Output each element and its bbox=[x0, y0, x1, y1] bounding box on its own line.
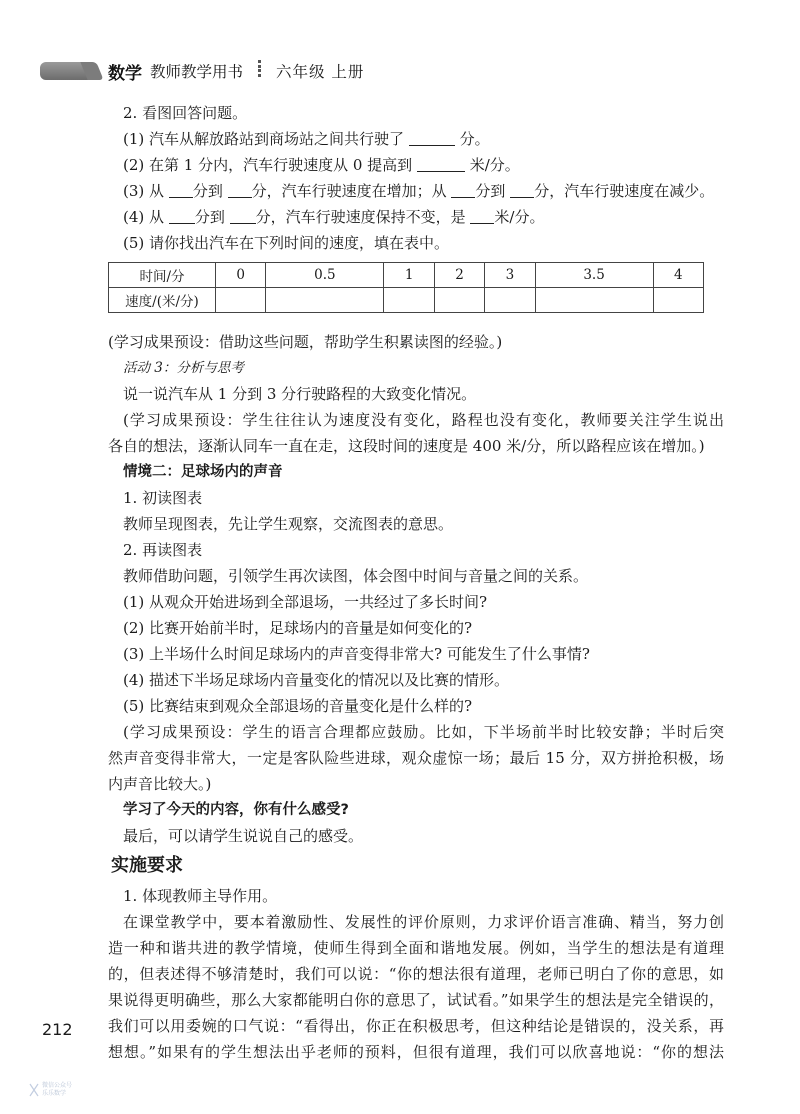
second-reading-text: 教师借助问题，引领学生再次读图，体会图中时间与音量之间的关系。 bbox=[123, 567, 589, 585]
question-4-text: 米/分。 bbox=[494, 208, 545, 226]
learning-preset-1: (学习成果预设：借助这些问题，帮助学生积累读图的经验。) bbox=[108, 333, 503, 351]
table-header-speed: 速度/(米/分) bbox=[109, 288, 216, 313]
sound-question-1: (1) 从观众开始进场到全部退场，一共经过了多长时间? bbox=[123, 593, 488, 611]
table-cell-time: 1 bbox=[384, 263, 434, 288]
sound-question-3: (3) 上半场什么时间足球场内的声音变得非常大? 可能发生了什么事情? bbox=[123, 645, 590, 663]
table-cell-time: 0.5 bbox=[266, 263, 384, 288]
discussion-prompt: 说一说汽车从 1 分到 3 分行驶路程的大致变化情况。 bbox=[123, 385, 477, 403]
question-1-unit: 分。 bbox=[459, 130, 490, 148]
answer-blank bbox=[510, 181, 534, 198]
first-reading-text: 教师呈现图表，先让学生观察，交流图表的意思。 bbox=[123, 515, 454, 533]
table-cell-speed-empty bbox=[535, 288, 653, 313]
table-cell-speed-empty bbox=[266, 288, 384, 313]
learning-preset-3-line-1: (学习成果预设：学生的语言合理都应鼓励。比如，下半场前半时比较安静；半时后突 bbox=[123, 723, 724, 741]
answer-blank bbox=[228, 181, 252, 198]
header-separator bbox=[258, 60, 261, 80]
table-row-speed bbox=[109, 288, 704, 313]
header-grade: 六年级 上册 bbox=[276, 63, 365, 81]
second-reading-heading: 2. 再读图表 bbox=[123, 541, 203, 559]
page-content bbox=[108, 100, 724, 1065]
question-4-text: (4) 从 bbox=[123, 208, 165, 226]
watermark-line-1: 微信公众号 bbox=[42, 1082, 73, 1089]
question-3-text: 分，汽车行驶速度在减少。 bbox=[534, 182, 715, 200]
sound-question-4: (4) 描述下半场足球场内音量变化的情况以及比赛的情形。 bbox=[123, 671, 510, 689]
answer-blank bbox=[451, 181, 475, 198]
table-cell-speed-empty bbox=[485, 288, 535, 313]
implementation-text-line-1: 在课堂教学中，要本着激励性、发展性的评价原则，力求评价语言准确、精当，努力创 bbox=[123, 913, 724, 931]
question-3-text: 分到 bbox=[475, 182, 506, 200]
answer-blank bbox=[169, 181, 193, 198]
answer-blank bbox=[169, 207, 195, 224]
table-row-time bbox=[109, 263, 704, 288]
activity-3-heading: 活动 3：分析与思考 bbox=[123, 360, 244, 376]
reflection-question: 学习了今天的内容，你有什么感受? bbox=[123, 802, 349, 818]
watermark-line-2: 乐乐数学 bbox=[42, 1090, 67, 1097]
implementation-text-line-2: 造一种和谐共进的教学情境，使师生得到全面和谐地发展。例如，当学生的想法是有道理 bbox=[108, 939, 724, 957]
implementation-text-line-5: 我们可以用委婉的口气说：“看得出，你正在积极思考，但这种结论是错误的，没关系，再 bbox=[108, 1017, 724, 1035]
learning-preset-3-line-3: 内声音比较大。) bbox=[108, 775, 212, 793]
implementation-text-line-6: 想想。”如果有的学生想法出乎老师的预料，但很有道理，我们可以欣喜地说：“你的想法 bbox=[108, 1043, 724, 1061]
scene-2-heading: 情境二：足球场内的声音 bbox=[123, 464, 283, 480]
answer-blank bbox=[417, 155, 465, 172]
header-subject: 数学 bbox=[108, 64, 142, 84]
question-4 bbox=[108, 204, 724, 230]
question-5: (5) 请你找出汽车在下列时间的速度，填在表中。 bbox=[123, 234, 450, 252]
implementation-point-1: 1. 体现教师主导作用。 bbox=[123, 887, 278, 905]
learning-preset-2-line-2: 各自的想法，逐渐认同车一直在走，这段时间的速度是 400 米/分，所以路程应该在增加。) bbox=[108, 437, 705, 455]
table-cell-speed-empty bbox=[384, 288, 434, 313]
table-cell-speed-empty bbox=[653, 288, 703, 313]
reflection-text: 最后，可以请学生说说自己的感受。 bbox=[123, 827, 364, 845]
sound-question-5: (5) 比赛结束到观众全部退场的音量变化是什么样的? bbox=[123, 697, 473, 715]
table-cell-time: 3.5 bbox=[535, 263, 653, 288]
watermark bbox=[42, 1082, 72, 1098]
table-cell-time: 0 bbox=[216, 263, 266, 288]
page-header bbox=[0, 56, 800, 86]
question-4-text: 分，汽车行驶速度保持不变，是 bbox=[255, 208, 466, 226]
speed-table bbox=[108, 262, 704, 313]
question-2-unit: 米/分。 bbox=[469, 156, 520, 174]
table-cell-time: 2 bbox=[434, 263, 484, 288]
page-number: 212 bbox=[42, 1020, 73, 1039]
question-3-text: (3) 从 bbox=[123, 182, 165, 200]
first-reading-heading: 1. 初读图表 bbox=[123, 489, 203, 507]
question-title: 2. 看图回答问题。 bbox=[123, 104, 248, 122]
implementation-text-line-3: 的，但表述得不够清楚时，我们可以说：“你的想法很有道理，老师已明白了你的意思，如 bbox=[108, 965, 724, 983]
table-header-time: 时间/分 bbox=[109, 263, 216, 288]
question-3-text: 分到 bbox=[192, 182, 223, 200]
watermark-logo-icon bbox=[28, 1082, 40, 1098]
answer-blank bbox=[409, 129, 455, 146]
question-3 bbox=[108, 178, 724, 204]
learning-preset-3-line-2: 然声音变得非常大，一定是客队险些进球，观众虚惊一场；最后 15 分，双方拼抢积极，场 bbox=[108, 749, 724, 767]
learning-preset-2-line-1: (学习成果预设：学生往往认为速度没有变化，路程也没有变化，教师要关注学生说出 bbox=[123, 411, 724, 429]
header-book-title: 教师教学用书 bbox=[150, 63, 244, 81]
answer-blank bbox=[230, 207, 256, 224]
question-2-text: (2) 在第 1 分内，汽车行驶速度从 0 提高到 bbox=[123, 156, 413, 174]
table-cell-time: 4 bbox=[653, 263, 703, 288]
table-cell-time: 3 bbox=[485, 263, 535, 288]
table-cell-speed-empty bbox=[434, 288, 484, 313]
sound-question-2: (2) 比赛开始前半时，足球场内的音量是如何变化的? bbox=[123, 619, 473, 637]
implementation-heading: 实施要求 bbox=[111, 855, 183, 876]
implementation-text-line-4: 果说得更明确些，那么大家都能明白你的意思了，试试看。”如果学生的想法是完全错误的， bbox=[108, 991, 724, 1009]
question-2 bbox=[108, 152, 724, 178]
question-1 bbox=[108, 126, 724, 152]
question-4-text: 分到 bbox=[194, 208, 225, 226]
question-1-text: (1) 汽车从解放路站到商场站之间共行驶了 bbox=[123, 130, 405, 148]
table-cell-speed-empty bbox=[216, 288, 266, 313]
question-3-text: 分，汽车行驶速度在增加；从 bbox=[251, 182, 447, 200]
answer-blank bbox=[470, 207, 494, 224]
